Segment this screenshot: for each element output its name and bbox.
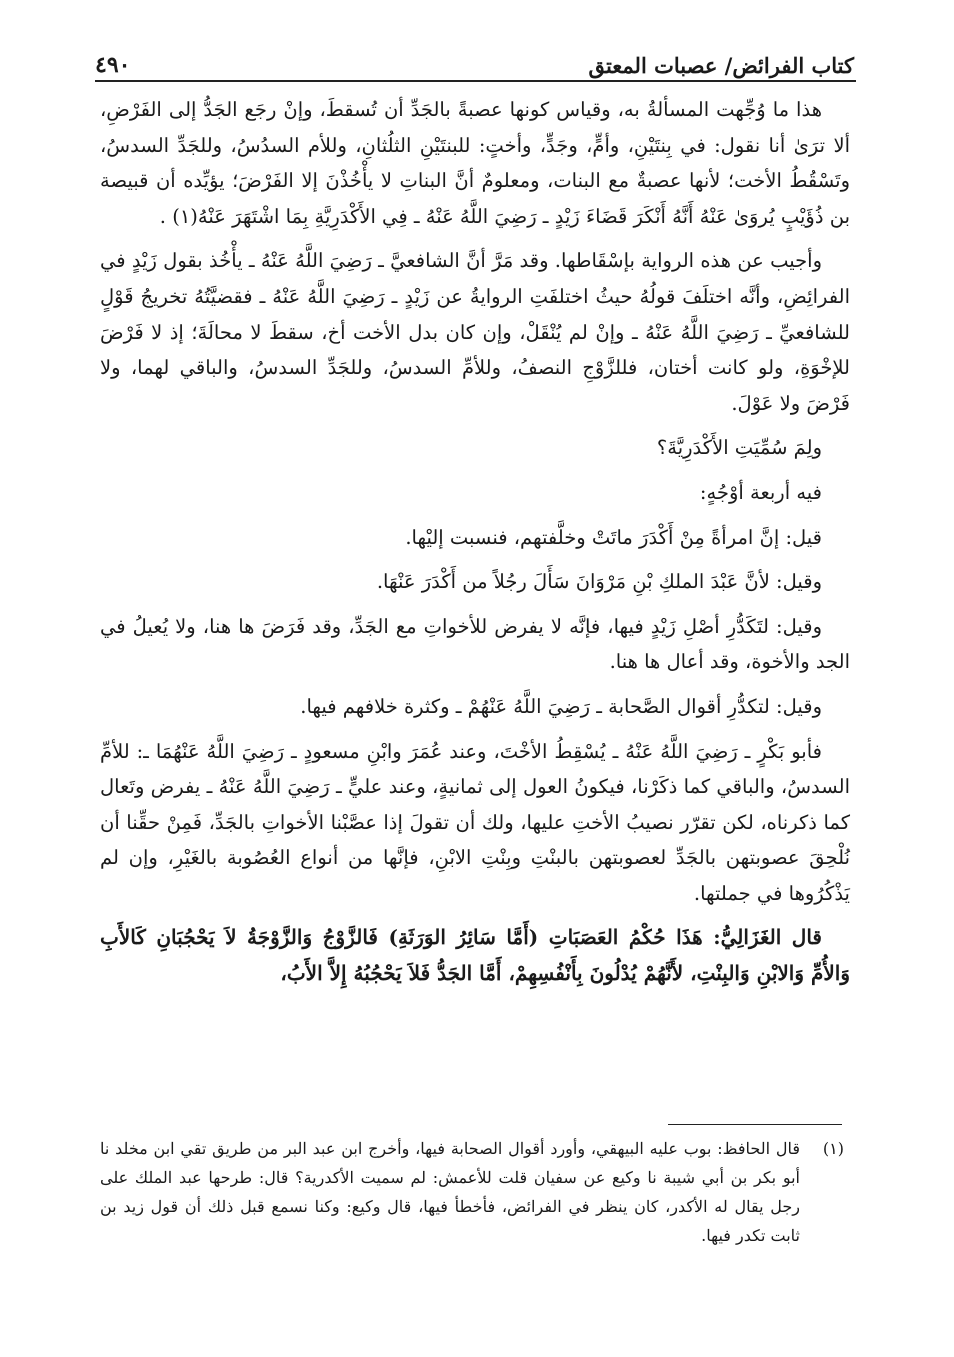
paragraph: فأبو بَكْرٍ ـ رَضِيَ اللَّهُ عَنْهُ ـ يُسْقِطُ الأخْتَ، وعند عُمَرَ وابْنِ مسعودٍ ـ رَضِيَ اللَّهُ عَنْهُمَا ـ: للأمِّ السدسُ، والباقي كما ذكَرْنا، فيكونُ العول إلى ثمانيةٍ، وعند عليٍّ ـ رَضِيَ اللَّهُ عَنْهُ ـ يفرض وتَعال كما ذكرناه، لكن تقرّر نصيبُ الأختِ عليها، ولك أن تقولَ إذا عصَّبْنا الأخواتِ بالجَدِّ، فَمِنْ حقِّنا أن نُلْحِقَ عصوبتهن بالجَدِّ لعصوبتهن بالبنْتِ وبِنْتِ الابْنِ، فإنَّها من أنواع العُصُوبة بالغَيْرِ، وإن لم يَذْكُرُوها في جملتها. <box>100 739 850 905</box>
paragraph: هذا ما وُجِّهت المسألةُ به، وقياس كونها عصبةً بالجَدِّ أن تُسقطَ، وإنْ رجَع الجَدُّ إلى الفَرْضِ، ألا ترَىٰ أنا نقول: في بِنتَيْنِ، وأمٍّ، وجَدٍّ، وأختٍ: للبنتَيْنِ الثلُثانِ، وللأم السدُسُ، وللجَدِّ السدسُ، وتَسْقُطُ الأخت؛ لأنها عصبةٌ مع البنات، ومعلومٌ أنَّ البناتِ لا يأْخُذْنَ إلا الفَرْضَ؛ يؤيِّده أن قبيصة بن ذُؤَيْبٍ يُروَىٰ عَنْهُ أَنَّهُ أَنْكَرَ قَضَاءَ زَيْدٍ ـ رَضِيَ اللَّهُ عَنْهُ ـ فِي الأَكْدَرِيَّةِ بِمَا اشْتَهَرَ عَنْهُ(١) . <box>100 98 850 228</box>
page-number: ٤٩٠ <box>95 52 131 78</box>
footnotes <box>100 1134 844 1250</box>
paragraph: وأجيب عن هذه الرواية بإسْقَاطها. وقد مَرَّ أنَّ الشافعيَّ ـ رَضِيَ اللَّهُ عَنْهُ ـ يأْخُذ بقول زَيْدٍ في الفرائِضِ، وأنَّه اختلَفَ قولُهُ حيثُ اختلفَتِ الروايةُ عن زَيْدٍ ـ رَضِيَ اللَّهُ عَنْهُ ـ فقضيَّتُهُ تخريجُ قَوْلٍ للشافعيِّ ـ رَضِيَ اللَّهُ عَنْهُ ـ وإنْ لم يُنْقَلْ، وإن كان بدل الأخت أخ، سقطَ لا محالَةَ؛ إذ لا فَرْضَ للإخْوَةِ، ولو كانت أختان، فللزَّوْجِ النصفُ، وللأمِّ السدسُ، وللجَدِّ السدسُ، والباقي لهما، ولا فَرْضَ ولا عَوْلَ. <box>100 249 850 415</box>
paragraph: قيل: إنَّ امرأةً مِنْ أَكْدَرَ ماتَتْ وخلَّفتهم، فنسبت إليْها. <box>405 525 822 549</box>
footnote-text: قال الحافظ: بوب عليه البيهقي، وأورد أقوال الصحابة فيها، وأخرج ابن عبد البر من طريق تقي ابن مخلد نا أبو بكر بن أبي شيبة نا وكيع عن سفيان قلت للأعمش: لم سميت الأكدرية؟ قال: طرحها عبد الملك على رجل يقال له الأكدر، كان ينظر في الفرائض، فأخطأ فيها، قال وكيع: وكنا نسمع قبل ذلك أن قول زيد بن ثابت تكدر فيها. <box>100 1139 800 1245</box>
main-text <box>100 92 850 1001</box>
footnote-divider <box>668 1124 842 1125</box>
paragraph: وقيل: لتكدُّرِ أقوال الصَّحابة ـ رَضِيَ اللَّهُ عَنْهُمْ ـ وكثرة خلافهم فيها. <box>300 694 822 718</box>
paragraph: وقيل: لأنَّ عَبْدَ الملكِ بْنِ مَرْوَانَ سَأَلَ رجُلاً من أَكْدَرَ عَنْهَا. <box>376 570 822 594</box>
header-divider <box>95 80 856 82</box>
paragraph: وقيل: لتَكَدُّرِ أصْلِ زَيْدٍ فيها، فإنَّه لا يفرض للأخواتِ مع الجَدِّ، وقد فَرَضَ ها هنا، ولا يُعيلُ في الجد والأخوة، وقد أعال ها هنا. <box>100 614 850 674</box>
running-title: كتاب الفرائض/ عصبات المعتق <box>588 53 854 78</box>
footnote-number: (١) <box>822 1139 844 1158</box>
paragraph: فيه أربعة أوْجُهٍ: <box>699 480 822 504</box>
quoted-matn-paragraph: قال الغَزَالِيُّ: هَذَا حُكْمُ العَصَبَاتِ (أَمَّا سَائِرُ الوَرَثَةِ) فَالزَّوْجُ وَالزَّوْجَةُ لاَ يَحْجُبَانِ كَالأَبِ وَالأُمِّ وَالابْنِ وَالبِنْتِ، لأَنَّهُمْ يُدْلُونَ بِأَنْفُسِهِمْ، أَمَّا الجَدُّ فَلاَ يَحْجُبُهُ إِلاَّ الأَبُ، <box>100 925 850 986</box>
page-header <box>95 38 854 78</box>
paragraph: ولِمَ سُمِّيَتِ الأَكْدَرِيَّةَ؟ <box>656 436 822 460</box>
